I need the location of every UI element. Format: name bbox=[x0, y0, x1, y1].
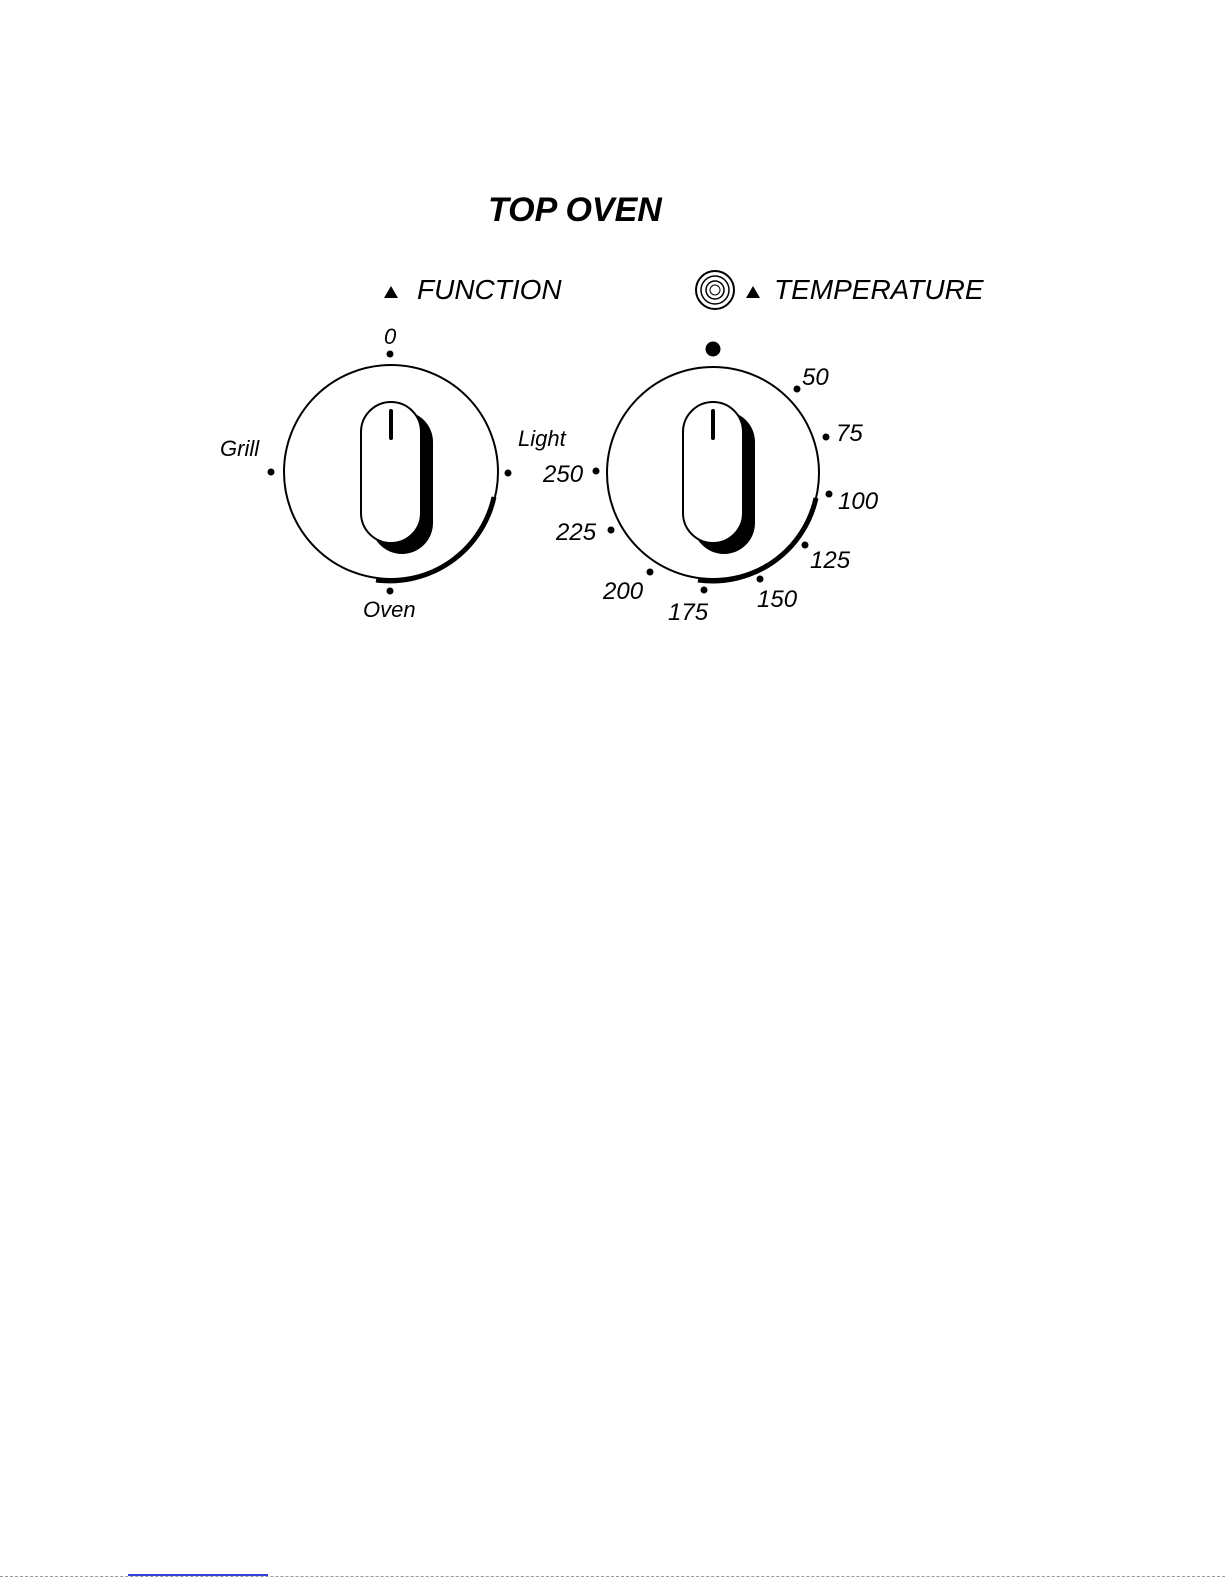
temperature-off-marker bbox=[706, 342, 721, 357]
up-triangle-icon bbox=[746, 286, 760, 298]
function-mark-label: 0 bbox=[384, 324, 397, 349]
temperature-mark-label: 100 bbox=[838, 488, 879, 515]
temperature-mark-label: 225 bbox=[556, 519, 597, 546]
temperature-mark-150[interactable] bbox=[757, 576, 798, 614]
function-mark-off[interactable] bbox=[384, 324, 397, 358]
temperature-mark-225[interactable] bbox=[555, 519, 615, 546]
mark-dot bbox=[387, 351, 394, 358]
temperature-mark-label: 250 bbox=[543, 461, 584, 488]
temperature-mark-label: 125 bbox=[810, 547, 851, 574]
mark-dot bbox=[387, 588, 394, 595]
function-mark-grill[interactable] bbox=[220, 436, 275, 476]
temperature-mark-125[interactable] bbox=[802, 542, 851, 575]
knob-icon bbox=[683, 402, 755, 554]
temperature-mark-250[interactable] bbox=[542, 461, 600, 488]
temperature-mark-label: 150 bbox=[757, 586, 798, 613]
temperature-mark-label: 175 bbox=[668, 599, 709, 626]
temperature-mark-label: 50 bbox=[802, 364, 829, 391]
temperature-mark-100[interactable] bbox=[826, 488, 879, 515]
mark-dot bbox=[757, 576, 764, 583]
mark-dot bbox=[794, 386, 801, 393]
mark-dot bbox=[505, 470, 512, 477]
function-knob[interactable] bbox=[284, 365, 498, 581]
function-mark-oven[interactable] bbox=[363, 588, 416, 623]
temperature-mark-175[interactable] bbox=[668, 587, 709, 627]
page-title: TOP OVEN bbox=[488, 191, 662, 229]
function-heading-label: FUNCTION bbox=[417, 274, 562, 305]
temperature-mark-label: 75 bbox=[836, 420, 863, 447]
mark-dot bbox=[268, 469, 275, 476]
mark-dot bbox=[647, 569, 654, 576]
up-triangle-icon bbox=[384, 286, 398, 298]
function-heading bbox=[384, 274, 562, 305]
temperature-mark-75[interactable] bbox=[823, 420, 864, 447]
temperature-mark-label: 200 bbox=[603, 578, 644, 605]
temperature-mark-50[interactable] bbox=[794, 364, 830, 393]
temperature-mark-200[interactable] bbox=[602, 569, 654, 606]
mark-dot bbox=[826, 491, 833, 498]
page-footer-rule bbox=[0, 1576, 1225, 1577]
mark-dot bbox=[802, 542, 809, 549]
temperature-heading-label: TEMPERATURE bbox=[774, 274, 984, 305]
mark-dot bbox=[608, 527, 615, 534]
knob-icon bbox=[361, 402, 433, 554]
mark-dot bbox=[593, 468, 600, 475]
temperature-knob[interactable] bbox=[607, 367, 819, 581]
function-mark-label: Oven bbox=[363, 597, 416, 622]
temperature-heading bbox=[696, 271, 984, 309]
footer-link-underline[interactable] bbox=[128, 1574, 268, 1576]
mark-dot bbox=[823, 434, 830, 441]
function-mark-label: Grill bbox=[220, 436, 260, 461]
function-mark-label: Light bbox=[518, 426, 566, 451]
indicator-lamp-icon bbox=[696, 271, 734, 309]
mark-dot bbox=[701, 587, 708, 594]
